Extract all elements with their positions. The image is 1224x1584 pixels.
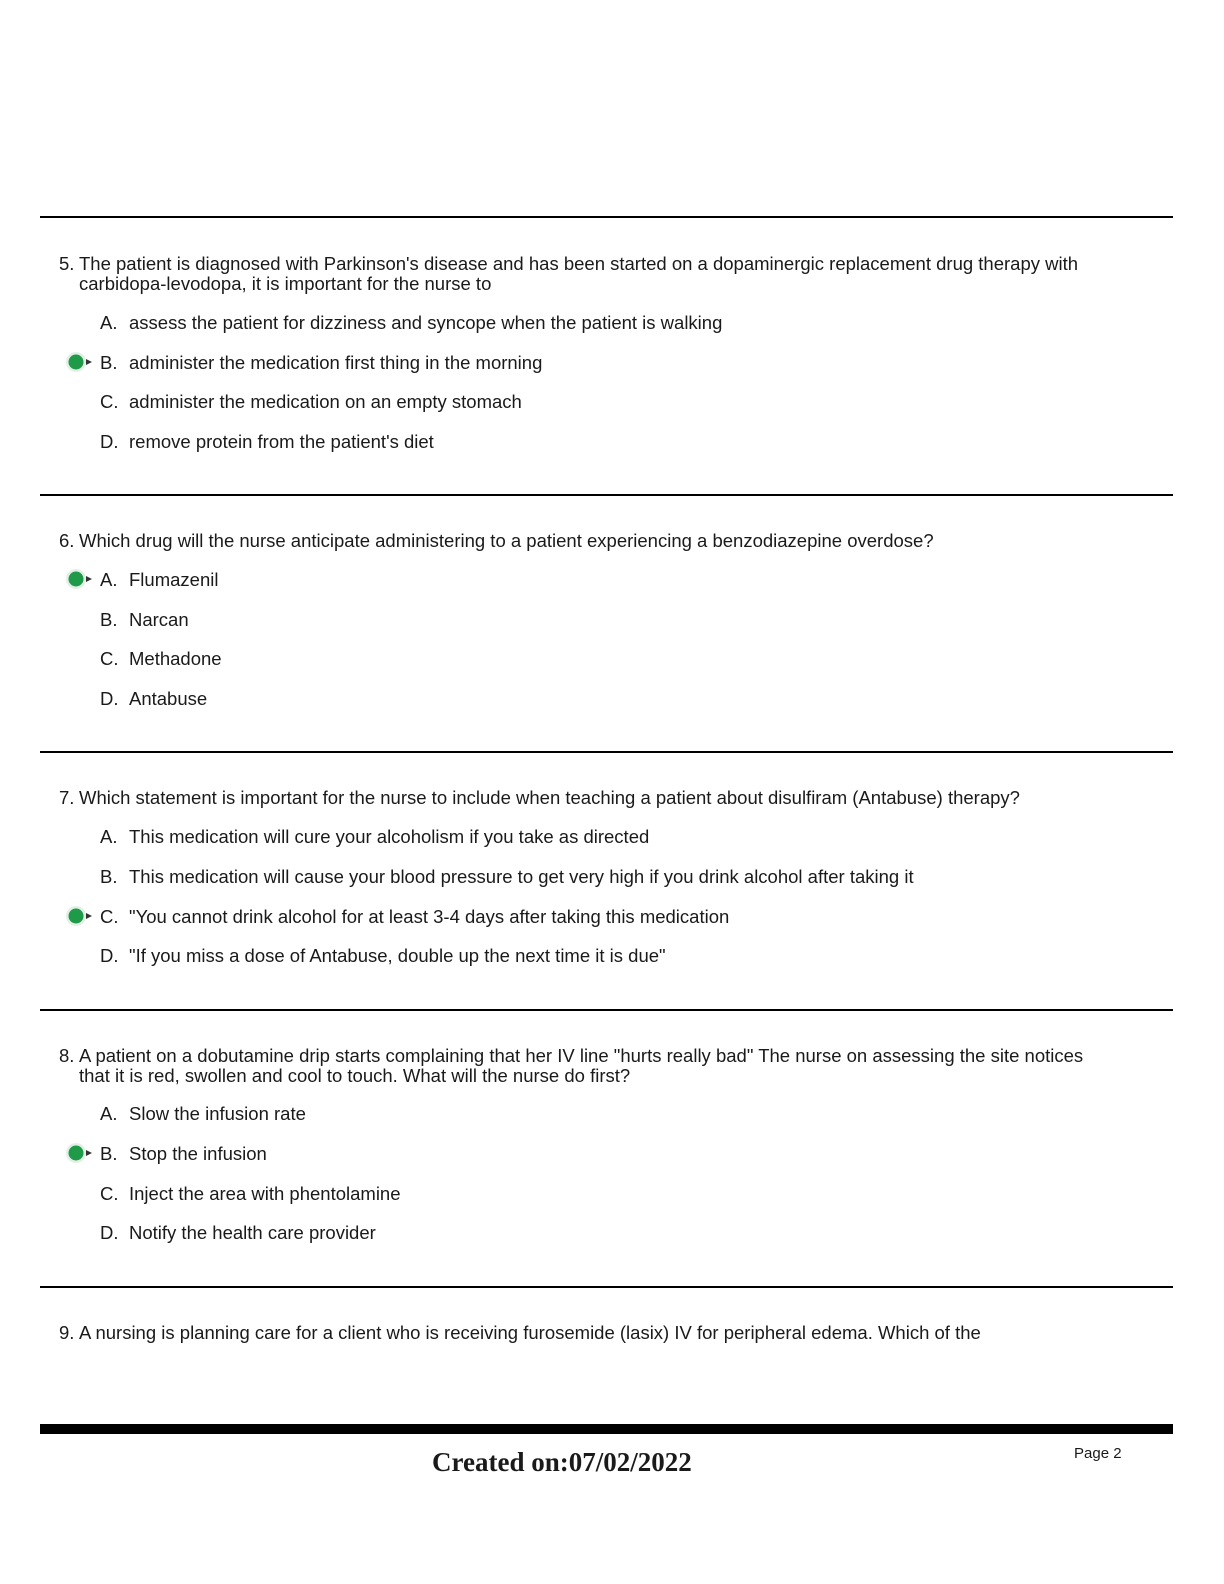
question-number: 9.: [59, 1322, 75, 1343]
answer-option-6d[interactable]: [100, 688, 207, 710]
selected-answer-icon: [64, 905, 94, 927]
option-letter: D.: [100, 945, 119, 966]
option-text: Stop the infusion: [129, 1143, 267, 1164]
footer-rule: [40, 1424, 1173, 1434]
option-letter: B.: [100, 866, 118, 887]
question-text: Which drug will the nurse anticipate administering to a patient experiencing a benzodiazepine overdose?: [79, 530, 934, 551]
option-text: "You cannot drink alcohol for at least 3-4 days after taking this medication: [129, 906, 730, 927]
question-text: A nursing is planning care for a client who is receiving furosemide (lasix) IV for peripheral edema. Which of the: [79, 1322, 981, 1343]
answer-option-8d[interactable]: [100, 1222, 376, 1244]
question-8: [59, 1046, 1119, 1086]
option-letter: C.: [100, 648, 119, 669]
option-text: "If you miss a dose of Antabuse, double up the next time it is due": [129, 945, 666, 966]
answer-option-5b[interactable]: [100, 352, 542, 374]
option-text: remove protein from the patient's diet: [129, 431, 434, 452]
option-letter: A.: [100, 312, 118, 333]
divider-rule: [40, 216, 1173, 218]
question-6: [59, 531, 1119, 551]
question-9: [59, 1323, 1119, 1343]
option-text: administer the medication on an empty stomach: [129, 391, 522, 412]
answer-option-5a[interactable]: [100, 312, 722, 334]
option-letter: C.: [100, 391, 119, 412]
answer-option-7d[interactable]: [100, 945, 666, 967]
option-text: Inject the area with phentolamine: [129, 1183, 401, 1204]
option-letter: A.: [100, 569, 118, 590]
option-letter: D.: [100, 1222, 119, 1243]
option-letter: A.: [100, 1103, 118, 1124]
answer-option-8b[interactable]: [100, 1143, 267, 1165]
question-text: The patient is diagnosed with Parkinson's disease and has been started on a dopaminergic replacement drug therapy with carbidopa-levodopa, it is important for the nurse to: [79, 253, 1079, 294]
option-text: Slow the infusion rate: [129, 1103, 306, 1124]
answer-option-7b[interactable]: [100, 866, 914, 888]
divider-rule: [40, 751, 1173, 753]
question-number: 8.: [59, 1045, 75, 1066]
selected-answer-icon: [64, 1142, 94, 1164]
answer-option-8a[interactable]: [100, 1103, 306, 1125]
question-text: A patient on a dobutamine drip starts complaining that her IV line "hurts really bad" The nurse on assessing the site notices that it is red, swollen and cool to touch. What will the nurse do first?: [79, 1045, 1084, 1086]
option-text: This medication will cause your blood pressure to get very high if you drink alcohol after taking it: [129, 866, 914, 887]
option-text: This medication will cure your alcoholism if you take as directed: [129, 826, 650, 847]
option-letter: D.: [100, 688, 119, 709]
option-text: administer the medication first thing in the morning: [129, 352, 543, 373]
option-letter: C.: [100, 906, 119, 927]
answer-option-5d[interactable]: [100, 431, 434, 453]
divider-rule: [40, 1009, 1173, 1011]
option-letter: B.: [100, 1143, 118, 1164]
question-number: 6.: [59, 530, 75, 551]
question-number: 5.: [59, 253, 75, 274]
selected-answer-icon: [64, 568, 94, 590]
option-letter: A.: [100, 826, 118, 847]
page-number: Page 2: [1074, 1445, 1122, 1462]
question-5: [59, 254, 1119, 294]
question-text: Which statement is important for the nurse to include when teaching a patient about disulfiram (Antabuse) therapy?: [79, 787, 1020, 808]
answer-option-7a[interactable]: [100, 826, 649, 848]
answer-option-6a[interactable]: [100, 569, 218, 591]
question-7: [59, 788, 1119, 808]
answer-option-5c[interactable]: [100, 391, 522, 413]
option-letter: C.: [100, 1183, 119, 1204]
answer-option-6b[interactable]: [100, 609, 189, 631]
answer-option-8c[interactable]: [100, 1183, 401, 1205]
created-date: Created on:07/02/2022: [432, 1447, 692, 1477]
option-letter: D.: [100, 431, 119, 452]
option-text: assess the patient for dizziness and syncope when the patient is walking: [129, 312, 723, 333]
option-text: Methadone: [129, 648, 222, 669]
option-text: Narcan: [129, 609, 189, 630]
answer-option-7c[interactable]: [100, 906, 729, 928]
answer-option-6c[interactable]: [100, 648, 222, 670]
option-text: Antabuse: [129, 688, 208, 709]
question-number: 7.: [59, 787, 75, 808]
option-letter: B.: [100, 352, 118, 373]
option-letter: B.: [100, 609, 118, 630]
selected-answer-icon: [64, 351, 94, 373]
divider-rule: [40, 1286, 1173, 1288]
option-text: Notify the health care provider: [129, 1222, 376, 1243]
option-text: Flumazenil: [129, 569, 219, 590]
divider-rule: [40, 494, 1173, 496]
